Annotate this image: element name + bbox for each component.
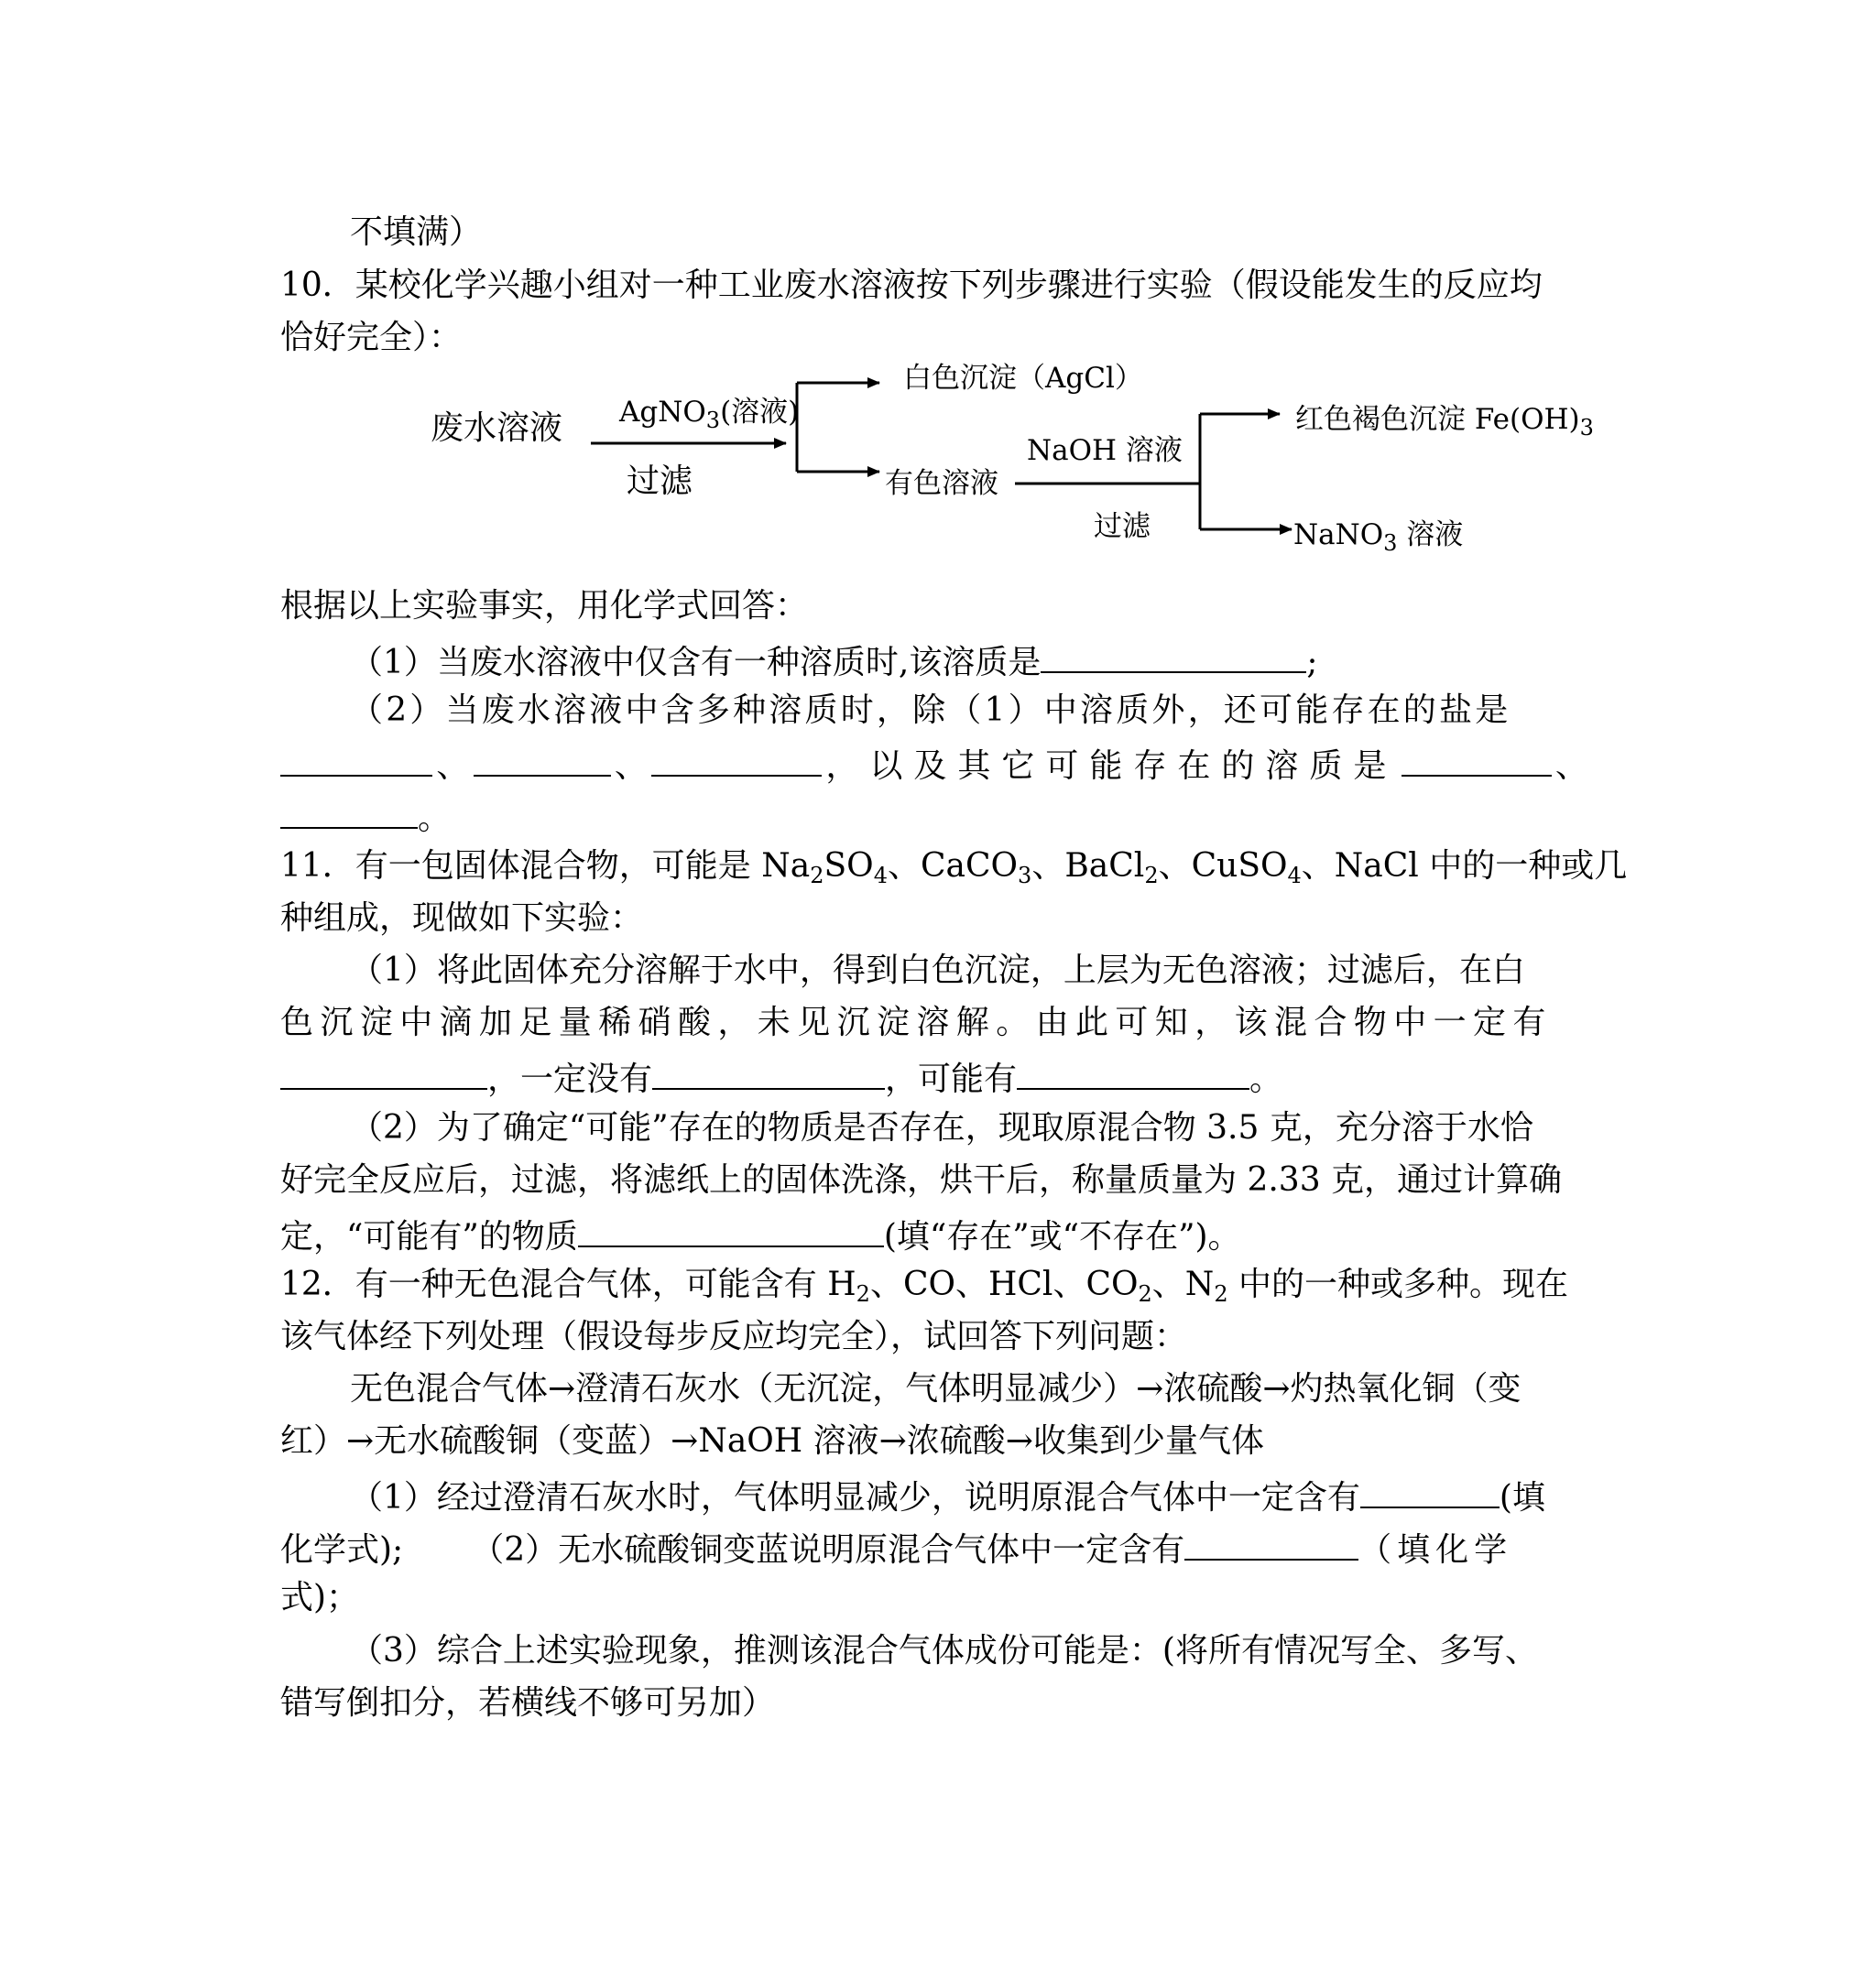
question-11-part-1: （1）将此固体充分溶解于水中，得到白色沉淀，上层为无色溶液；过滤后，在白 xyxy=(350,952,1525,989)
question-12-part-3: （3）综合上述实验现象，推测该混合气体成份可能是：(将所有情况写全、多写、 xyxy=(350,1632,1538,1670)
question-10-part-2: （2）当废水溶液中含多种溶质时，除（1）中溶质外，还可能存在的盐是 xyxy=(350,691,1511,729)
answer-blank[interactable] xyxy=(578,1213,884,1247)
answer-blank[interactable] xyxy=(1041,638,1306,673)
answer-blank[interactable] xyxy=(280,742,432,777)
question-11-stem: 11．有一包固体混合物，可能是 $Na_2SO_4$、CaCO$_3$、BaCl$_2$、CuSO$_4$、NaCl 中的一种或几 xyxy=(280,847,1628,888)
question-12-stem: 12．有一种无色混合气体，可能含有 $H_2$、CO、HCl、$CO_2$、$N_2$ 中的一种或多种。现在 xyxy=(280,1266,1569,1307)
question-11-part-2: （2）为了确定“可能”存在的物质是否存在，现取原混合物 3.5 克，充分溶于水恰 xyxy=(350,1109,1533,1147)
question-10-stem-cont: 恰好完全）： xyxy=(280,319,463,356)
answer-blank[interactable] xyxy=(474,742,611,777)
answer-blank[interactable] xyxy=(651,742,822,777)
diagram-filter-2: 过滤 xyxy=(1094,510,1151,543)
answer-blank[interactable] xyxy=(1402,742,1552,777)
question-11-part-1-cont: 色沉淀中滴加足量稀硝酸，未见沉淀溶解。由此可知，该混合物中一定有 xyxy=(280,1004,1553,1041)
diagram-red-precipitate: 红色褐色沉淀 $Fe(OH)_3$ xyxy=(1295,403,1594,441)
answer-blank[interactable] xyxy=(280,794,418,829)
answer-blank[interactable] xyxy=(1017,1055,1249,1090)
question-12-part-3-cont: 错写倒扣分，若横线不够可另加） xyxy=(280,1684,776,1722)
diagram-reagent-naoh: NaOH 溶液 xyxy=(1027,434,1183,467)
question-12-part-2-end: 式)； xyxy=(280,1579,360,1616)
diagram-waste-solution: 废水溶液 xyxy=(431,409,563,447)
diagram-colored-solution: 有色溶液 xyxy=(885,467,998,500)
text-line: 不填满） xyxy=(350,213,483,251)
question-10-part-1: （1）当废水溶液中仅含有一种溶质时,该溶质是 ; xyxy=(350,638,1318,683)
question-10-stem: 10．某校化学兴趣小组对一种工业废水溶液按下列步骤进行实验（假设能发生的反应均 xyxy=(280,267,1543,304)
question-12-process: 无色混合气体→澄清石灰水（无沉淀，气体明显减少）→浓硫酸→灼热氧化铜（变 xyxy=(350,1370,1522,1408)
diagram-nano3-solution: NaNO$_3$ 溶液 xyxy=(1293,518,1464,556)
answer-blank[interactable] xyxy=(1184,1526,1358,1561)
question-12-part-1: （1）经过澄清石灰水时，气体明显减少，说明原混合气体中一定含有 (填 xyxy=(350,1474,1545,1518)
question-10-part-2-blanks: 、 、 ，以及其它可能存在的溶质是 、 xyxy=(280,742,1588,787)
question-11-part-2-cont: 好完全反应后，过滤，将滤纸上的固体洗涤，烘干后，称量质量为 2.33 克，通过计算确 xyxy=(280,1161,1563,1199)
question-11-part-1-blanks: ，一定没有 ，可能有 。 xyxy=(280,1055,1282,1100)
diagram-reagent-agno3: AgNO$_3$(溶液) xyxy=(619,396,800,433)
question-12-stem-cont: 该气体经下列处理（假设每步反应均完全），试回答下列问题： xyxy=(280,1318,1188,1355)
answer-blank[interactable] xyxy=(1360,1474,1500,1508)
question-10-part-2-end: 。 xyxy=(280,794,451,839)
question-12-process-cont: 红）→无水硫酸铜（变蓝）→NaOH 溶液→浓硫酸→收集到少量气体 xyxy=(280,1422,1264,1460)
answer-blank[interactable] xyxy=(652,1055,885,1090)
question-10-instruction: 根据以上实验事实，用化学式回答： xyxy=(280,587,809,625)
answer-blank[interactable] xyxy=(280,1055,487,1090)
question-12-part-2: 化学式); （2）无水硫酸铜变蓝说明原混合气体中一定含有 （填化学 xyxy=(280,1526,1512,1571)
question-11-stem-cont: 种组成，现做如下实验： xyxy=(280,899,644,937)
diagram-white-precipitate: 白色沉淀（AgCl） xyxy=(903,362,1143,395)
diagram-filter-1: 过滤 xyxy=(627,462,693,500)
question-11-part-2-blank: 定，“可能有”的物质 (填“存在”或“不存在”)。 xyxy=(280,1213,1241,1257)
